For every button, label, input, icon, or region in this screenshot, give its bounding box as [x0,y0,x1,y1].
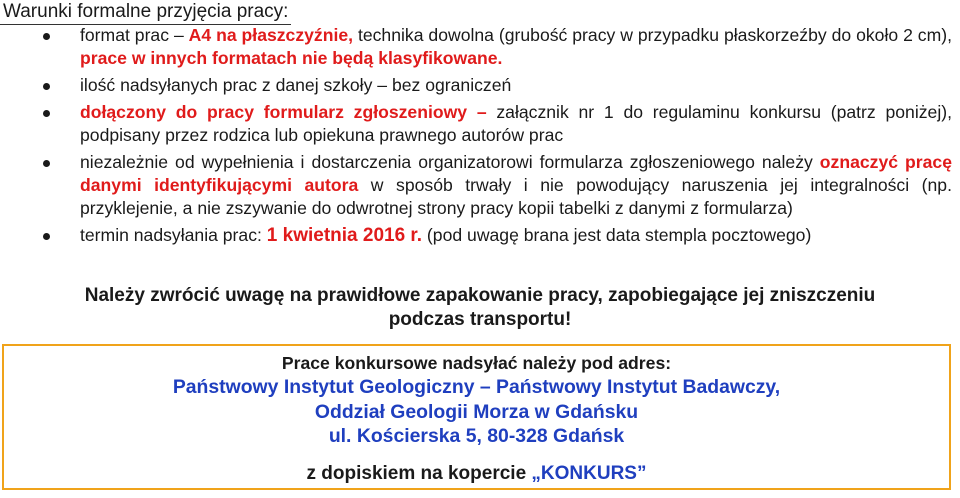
list-item [0,24,952,71]
bullet-icon [43,233,50,240]
address-line: Państwowy Instytut Geologiczny – Państwowy Instytut Badawczy, [172,376,781,398]
item-text: format prac – [80,25,189,45]
item-text: załącznik nr 1 do regulaminu konkursu (patrz poniżej), podpisany przez rodzica lub opiekuna prawnego autorów prac [80,101,952,145]
item-highlight: A4 na płaszczyźnie, [188,25,354,45]
item-text: niezależnie od wypełnienia i dostarczenia organizatorowi formularza zgłoszeniowego należy [80,151,820,172]
address-line: ul. Kościerska 5, 80-328 Gdańsk [328,425,625,447]
item-highlight: dołączony do pracy formularz zgłoszeniowy – [80,101,487,122]
address-box [2,344,951,490]
item-text: (pod uwagę brana jest data stempla pocztowego) [422,225,812,245]
conditions-list [0,24,952,251]
warning-line: podczas transportu! [388,309,572,330]
bullet-icon [43,83,50,90]
list-item [0,151,952,221]
section-heading: Warunki formalne przyjęcia pracy: [0,0,291,25]
list-item [0,224,952,247]
address-intro: Prace konkursowe nadsyłać należy pod adres: [281,353,672,373]
bullet-icon [43,110,50,117]
envelope-note [4,462,949,486]
list-item [0,74,952,97]
bullet-icon [43,33,50,40]
item-highlight: oznaczyć pracę danymi identyfikującymi autora [80,151,952,195]
deadline-date: 1 kwietnia 2016 r. [266,225,423,246]
list-item [0,101,952,148]
warning-line: Należy zwrócić uwagę na prawidłowe zapakowanie pracy, zapobiegające jej zniszczeniu [84,285,876,306]
item-text: ilość nadsyłanych prac z danej szkoły – bez ograniczeń [80,75,512,95]
item-text: technika dowolna (grubość pracy w przypadku płaskorzeźby do około 2 cm), [353,25,952,45]
packaging-warning [0,284,960,332]
address-line: Oddział Geologii Morza w Gdańsku [314,400,639,423]
item-text: termin nadsyłania prac: [80,225,267,245]
envelope-code: „KONKURS” [531,462,647,484]
bullet-icon [43,160,50,167]
item-text: w sposób trwały i nie powodujący naruszenia jej integralności (np. przyklejenie, a nie zszywanie do odwrotnej strony pracy kopii tabelki z danymi z formularza) [80,175,952,219]
item-highlight: prace w innych formatach nie będą klasyfikowane. [80,48,503,69]
envelope-note-text: z dopiskiem na kopercie [306,462,532,484]
